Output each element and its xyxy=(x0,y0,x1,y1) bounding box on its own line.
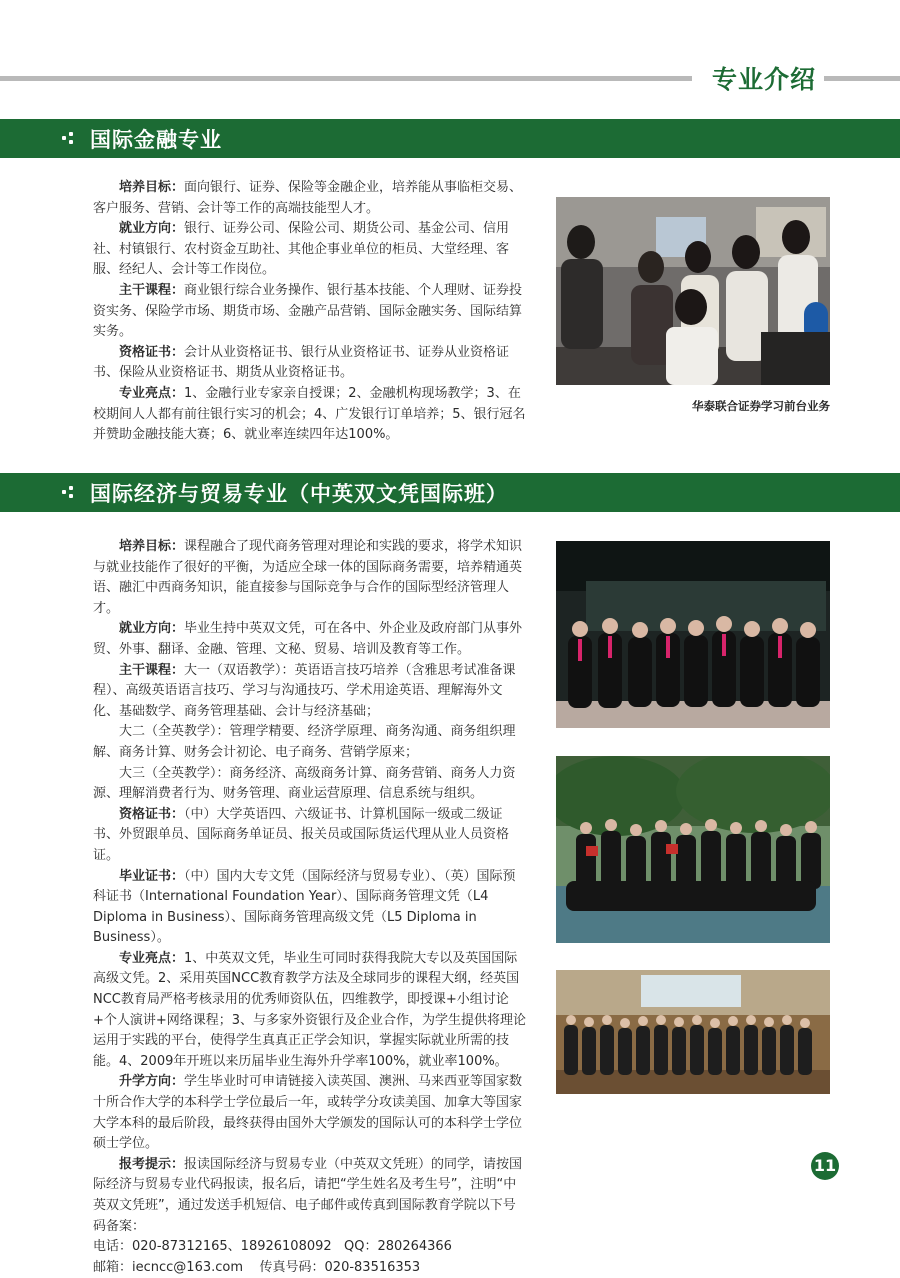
paragraph xyxy=(93,949,527,1073)
field-text: 学生毕业时可申请链接入读英国、澳洲、马来西亚等国家数十所合作大学的本科学士学位最后一年，或转学分攻读美国、加拿大等国家大学本科的最后阶段，最终获得由国外大学颁发的国际认可的本科学士学位硕士学位。 xyxy=(93,1074,523,1152)
page-number: 11 xyxy=(811,1152,839,1180)
field-text: 会计从业资格证书、银行从业资格证书、证券从业资格证书、保险从业资格证书、期货从业资格证书。 xyxy=(93,344,510,381)
contact-phone: 电话：020-87312165、18926108092 QQ：280264366 xyxy=(93,1239,452,1255)
field-text: （中）大学英语四、六级证书、计算机国际一级或二级证书、外贸跟单员、国际商务单证员、报关员或国际货运代理从业人员资格证。 xyxy=(93,806,510,863)
paragraph xyxy=(93,805,527,867)
field-text: 银行、证券公司、保险公司、期货公司、基金公司、信用社、村镇银行、农村资金互助社、其他企事业单位的柜员、大堂经理、客服、经纪人、会计等工作岗位。 xyxy=(93,221,510,278)
section-bar-finance xyxy=(0,119,900,158)
field-key: 就业方向： xyxy=(119,221,185,237)
paragraph xyxy=(93,1155,527,1237)
field-key: 报考提示： xyxy=(119,1156,185,1172)
paragraph xyxy=(93,1072,527,1154)
bullet-icon xyxy=(62,132,74,146)
photo-caption: 华泰联合证券学习前台业务 xyxy=(692,399,830,413)
header-rule-right xyxy=(824,76,900,81)
field-text: 1、金融行业专家亲自授课；2、金融机构现场教学；3、在校期间人人都有前往银行实习的机会；4、广发银行订单培养；5、银行冠名并赞助金融技能大赛；6、就业率连续四年达100%。 xyxy=(93,385,526,443)
field-key: 主干课程： xyxy=(119,282,185,298)
field-key: 主干课程： xyxy=(119,662,185,678)
field-text: 毕业生持中英双文凭，可在各中、外企业及政府部门从事外贸、外事、翻译、金融、管理、文秘、贸易、培训及教育等工作。 xyxy=(93,621,523,657)
field-text: 大三（全英教学）：商务经济、高级商务计算、商务营销、商务人力资源、理解消费者行为、财务管理、商业运营原理、信息系统与组织。 xyxy=(93,765,516,802)
field-key: 专业亮点： xyxy=(119,385,185,401)
photo-group-meeting xyxy=(556,970,830,1094)
paragraph xyxy=(93,537,527,619)
field-key: 专业亮点： xyxy=(119,950,185,966)
field-key: 资格证书： xyxy=(119,806,185,822)
field-key: 资格证书： xyxy=(119,344,185,360)
field-key: 培养目标： xyxy=(119,539,185,554)
bullet-icon xyxy=(62,486,74,500)
section-title: 国际金融专业 xyxy=(90,128,222,152)
paragraph xyxy=(93,219,527,281)
field-text: 课程融合了现代商务管理对理论和实践的要求，将学术知识与就业技能作了很好的平衡，为适应全球一体的国际商务需要，培养精通英语、融汇中西商务知识，能直接参与国际竞争与合作的国际型经济管理人才。 xyxy=(93,539,523,616)
field-text: 商业银行综合业务操作、银行基本技能、个人理财、证券投资实务、保险学市场、期货市场、金融产品营销、国际金融实务、国际结算实务。 xyxy=(93,282,523,340)
photo-finance-classroom xyxy=(556,197,830,385)
field-text: 报读国际经济与贸易专业（中英双文凭班）的同学，请按国际经济与贸易专业代码报读，报名后，请把“学生姓名及考生号”，注明“中英双文凭班”，通过发送手机短信、电子邮件或传真到国际教育学院以下号码备案： xyxy=(93,1156,523,1234)
paragraph xyxy=(93,764,527,805)
field-text: （中）国内大专文凭（国际经济与贸易专业）、（英）国际预科证书（International Foundation Year）、国际商务管理文凭（L4 Diploma in Business）、国际商务管理高级文凭（L5 Diploma in Business）。 xyxy=(93,868,516,946)
section-title: 国际经济与贸易专业（中英双文凭国际班） xyxy=(90,482,508,506)
paragraph xyxy=(93,867,527,949)
photo-sports-team xyxy=(556,756,830,943)
field-text: 大二（全英教学）：管理学精要、经济学原理、商务沟通、商务组织理解、商务计算、财务会计初论、电子商务、营销学原来； xyxy=(93,724,516,760)
field-text: 面向银行、证券、保险等金融企业，培养能从事临柜交易、客户服务、营销、会计等工作的高端技能型人才。 xyxy=(93,180,523,216)
section-bar-trade xyxy=(0,473,900,512)
paragraph xyxy=(93,661,527,723)
field-key: 就业方向： xyxy=(119,621,185,637)
section-body-finance xyxy=(93,178,527,446)
field-key: 培养目标： xyxy=(119,180,185,195)
paragraph xyxy=(93,384,527,446)
field-key: 毕业证书： xyxy=(119,868,185,884)
photo-graduation-ceremony xyxy=(556,541,830,728)
header-rule-left xyxy=(0,76,692,81)
paragraph xyxy=(93,281,527,343)
field-text: 1、中英双文凭，毕业生可同时获得我院大专以及英国国际高级文凭。2、采用英国NCC教育教学方法及全球同步的课程大纲，经英国NCC教育局严格考核录用的优秀师资队伍，四维教学，即授课+小组讨论+个人演讲+网络课程；3、与多家外资银行及企业合作，为学生提供将理论运用于实践的平台，使得学生真真正正学会知识，掌握实际就业所需的技能。4、2009年开班以来历届毕业生海外升学率100%，就业率100%。 xyxy=(93,950,527,1069)
section-body-trade xyxy=(93,537,527,1278)
contact-mail: 邮箱：iecncc@163.com 传真号码：020-83516353 xyxy=(93,1259,421,1275)
paragraph xyxy=(93,722,527,763)
paragraph xyxy=(93,178,527,219)
page-title: 专业介绍 xyxy=(712,65,817,94)
field-key: 升学方向： xyxy=(119,1074,185,1090)
paragraph xyxy=(93,619,527,660)
field-text: 大一（双语教学）：英语语言技巧培养（含雅思考试准备课程）、高级英语语言技巧、学习与沟通技巧、学术用途英语、理解海外文化、基础数学、商务管理基础、会计与经济基础； xyxy=(93,662,516,719)
paragraph xyxy=(93,343,527,384)
